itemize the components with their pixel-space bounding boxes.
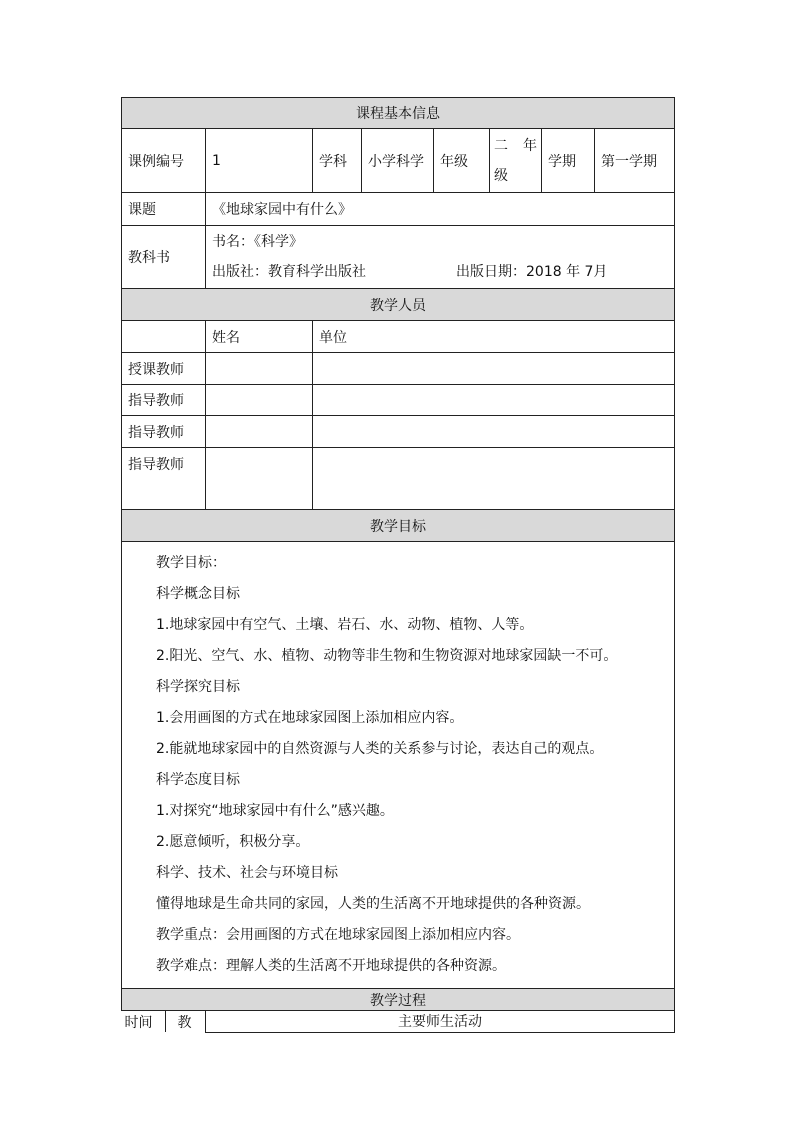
case-number-value: 1 xyxy=(206,129,313,193)
objective-line: 2.愿意倾听，积极分享。 xyxy=(156,834,310,850)
process-time-header: 时间 xyxy=(122,1011,166,1032)
process-activity-header: 主要师生活动 xyxy=(206,1011,675,1033)
staff-name-cell xyxy=(206,385,313,416)
term-label: 学期 xyxy=(542,129,595,193)
process-header-group xyxy=(122,1011,206,1033)
staff-unit-cell xyxy=(313,448,675,510)
staff-role: 指导教师 xyxy=(122,385,206,416)
staff-unit-cell xyxy=(313,385,675,416)
grade-value-char-1: 二 xyxy=(494,137,508,154)
textbook-info xyxy=(206,226,675,289)
textbook-publish-date: 出版日期：2018 年 7月 xyxy=(456,264,608,280)
staff-unit-cell xyxy=(313,353,675,385)
objective-line: 1.会用画图的方式在地球家园图上添加相应内容。 xyxy=(156,710,464,726)
staff-name-header: 姓名 xyxy=(206,321,313,353)
case-number-label: 课例编号 xyxy=(122,129,206,193)
textbook-publisher: 出版社：教育科学出版社 xyxy=(212,264,366,280)
section-header-process: 教学过程 xyxy=(122,989,675,1011)
objective-line: 2.能就地球家园中的自然资源与人类的关系参与讨论，表达自己的观点。 xyxy=(156,741,604,757)
section-header-basic-info: 课程基本信息 xyxy=(122,98,675,129)
objective-line: 教学难点：理解人类的生活离不开地球提供的各种资源。 xyxy=(156,958,506,974)
section-header-staff: 教学人员 xyxy=(122,289,675,321)
staff-name-cell xyxy=(206,448,313,510)
objective-line: 科学概念目标 xyxy=(156,586,240,602)
term-value: 第一学期 xyxy=(595,129,675,193)
staff-unit-cell xyxy=(313,416,675,448)
objective-line: 科学、技术、社会与环境目标 xyxy=(156,865,338,881)
objectives-content xyxy=(122,542,675,989)
topic-label: 课题 xyxy=(122,193,206,226)
staff-name-cell xyxy=(206,416,313,448)
staff-role: 指导教师 xyxy=(122,416,206,448)
grade-value xyxy=(490,129,542,193)
grade-label: 年级 xyxy=(434,129,490,193)
objective-line: 1.对探究“地球家园中有什么”感兴趣。 xyxy=(156,803,394,819)
staff-role: 指导教师 xyxy=(122,448,206,510)
objective-line: 懂得地球是生命共同的家园，人类的生活离不开地球提供的各种资源。 xyxy=(156,896,590,912)
subject-label: 学科 xyxy=(313,129,362,193)
objective-line: 科学探究目标 xyxy=(156,679,240,695)
process-teach-header: 教 xyxy=(177,1014,192,1031)
staff-role: 授课教师 xyxy=(122,353,206,385)
staff-unit-header: 单位 xyxy=(313,321,675,353)
objective-line: 教学目标： xyxy=(156,555,226,571)
process-header-left xyxy=(122,1011,206,1032)
textbook-name: 书名：《科学》 xyxy=(212,234,303,250)
objective-line: 科学态度目标 xyxy=(156,772,240,788)
textbook-label: 教科书 xyxy=(122,226,206,289)
topic-value: 《地球家园中有什么》 xyxy=(206,193,675,226)
subject-value: 小学科学 xyxy=(362,129,434,193)
objective-line: 2.阳光、空气、水、植物、动物等非生物和生物资源对地球家园缺一不可。 xyxy=(156,648,618,664)
grade-value-char-3: 级 xyxy=(494,167,508,184)
objective-line: 教学重点：会用画图的方式在地球家园图上添加相应内容。 xyxy=(156,927,520,943)
lesson-plan-table xyxy=(121,97,675,1033)
grade-value-char-2: 年 xyxy=(523,137,537,154)
staff-corner-cell xyxy=(122,321,206,353)
objective-line: 1.地球家园中有空气、土壤、岩石、水、动物、植物、人等。 xyxy=(156,617,534,633)
section-header-objectives: 教学目标 xyxy=(122,510,675,542)
staff-name-cell xyxy=(206,353,313,385)
